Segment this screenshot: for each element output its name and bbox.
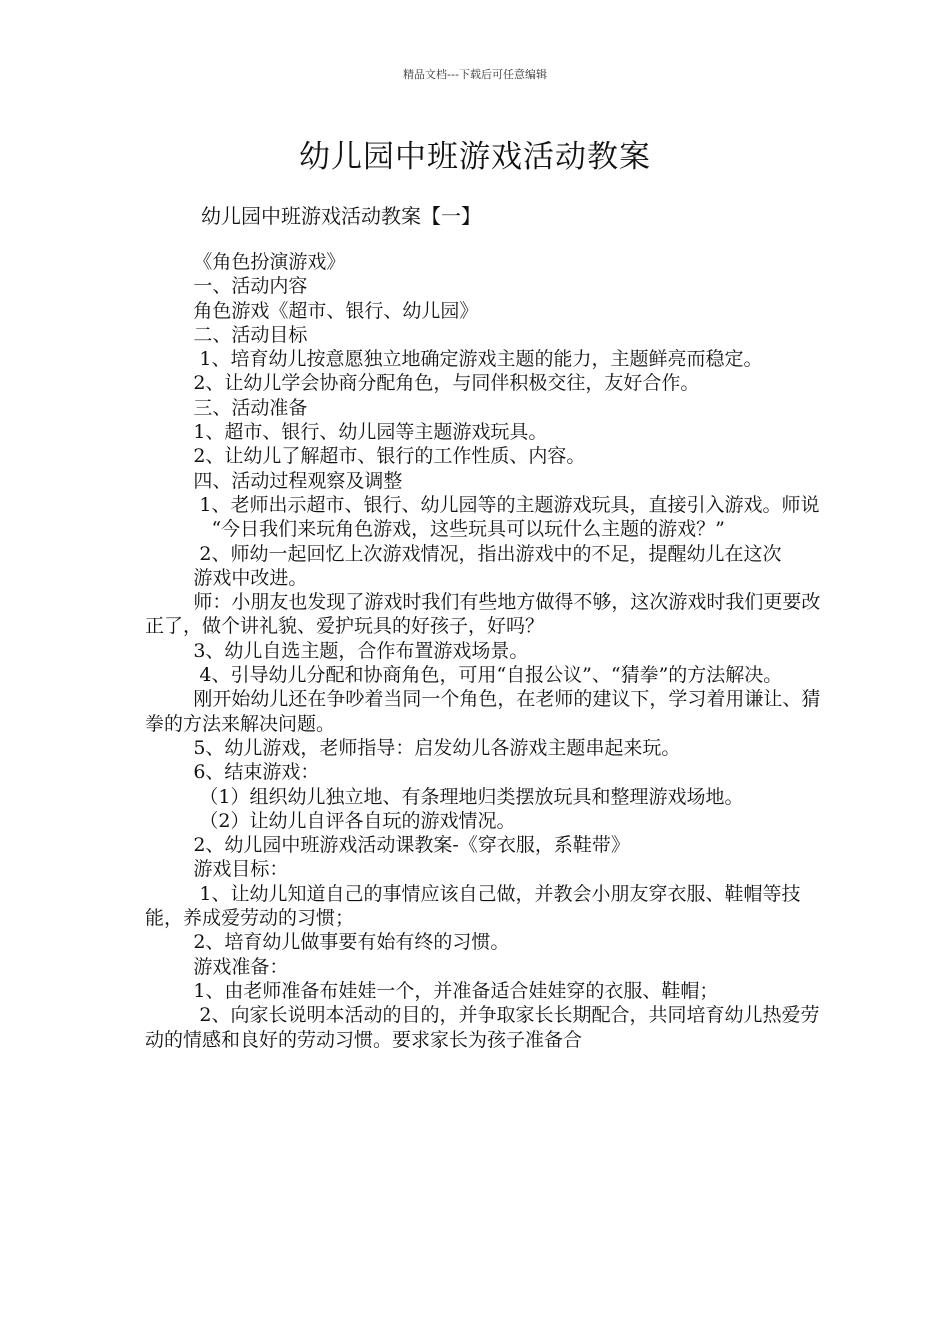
paragraph: 1、老师出示超市、银行、幼儿园等的主题游戏玩具，直接引入游戏。师说 <box>145 493 820 516</box>
paragraph: 2、培育幼儿做事要有始有终的习惯。 <box>145 931 510 954</box>
paragraph: 一、活动内容 <box>145 275 308 298</box>
paragraph: 2、向家长说明本活动的目的，并争取家长长期配合，共同培育幼儿热爱劳动的情感和良好的劳动习惯。要求家长为孩子准备合 <box>145 1004 820 1051</box>
paragraph: 游戏目标： <box>145 858 289 881</box>
paragraph: 2、师幼一起回忆上次游戏情况，指出游戏中的不足，提醒幼儿在这次 <box>145 542 782 565</box>
section-subheading: 幼儿园中班游戏活动教案【一】 <box>201 204 481 228</box>
paragraph: 1、由老师准备布娃娃一个，并准备适合娃娃穿的衣服、鞋帽； <box>145 979 719 1002</box>
paragraph: 四、活动过程观察及调整 <box>145 469 403 492</box>
paragraph: 6、结束游戏： <box>145 761 320 784</box>
paragraph: 4、引导幼儿分配和协商角色，可用“自报公议”、“猜拳”的方法解决。 <box>145 664 783 687</box>
header-note: 精品文档---下载后可任意编辑 <box>403 68 547 81</box>
paragraph: 游戏准备： <box>145 955 289 978</box>
paragraph: 刚开始幼儿还在争吵着当同一个角色，在老师的建议下，学习着用谦让、猜拳的方法来解决问题。 <box>145 688 821 735</box>
paragraph: 2、让幼儿学会协商分配角色，与同伴积极交往，友好合作。 <box>145 372 700 395</box>
document-body <box>145 250 825 1052</box>
paragraph: 1、超市、银行、幼儿园等主题游戏玩具。 <box>145 421 548 444</box>
paragraph: “今日我们来玩角色游戏，这些玩具可以玩什么主题的游戏？” <box>145 518 725 541</box>
paragraph: （2）让幼儿自评各自玩的游戏情况。 <box>145 809 516 832</box>
paragraph: 2、幼儿园中班游戏活动课教案-《穿衣服，系鞋带》 <box>145 834 630 857</box>
document-title: 幼儿园中班游戏活动教案 <box>299 139 651 175</box>
paragraph: 角色游戏《超市、银行、幼儿园》 <box>145 299 479 322</box>
paragraph: 1、培育幼儿按意愿独立地确定游戏主题的能力，主题鲜亮而稳定。 <box>145 348 763 371</box>
paragraph: 1、让幼儿知道自己的事情应该自己做，并教会小朋友穿衣服、鞋帽等技能，养成爱劳动的习惯； <box>145 882 801 930</box>
paragraph: 3、幼儿自选主题，合作布置游戏场景。 <box>145 639 529 662</box>
paragraph: 二、活动目标 <box>145 323 308 346</box>
paragraph: 《角色扮演游戏》 <box>145 251 346 273</box>
paragraph: 师：小朋友也发现了游戏时我们有些地方做得不够，这次游戏时我们更要改正了，做个讲礼貌、爱护玩具的好孩子，好吗？ <box>145 591 821 638</box>
paragraph: 游戏中改进。 <box>145 566 308 589</box>
paragraph: 三、活动准备 <box>145 396 308 419</box>
paragraph: 5、幼儿游戏，老师指导：启发幼儿各游戏主题串起来玩。 <box>145 736 681 759</box>
paragraph: 2、让幼儿了解超市、银行的工作性质、内容。 <box>145 445 586 468</box>
paragraph: （1）组织幼儿独立地、有条理地归类摆放玩具和整理游戏场地。 <box>145 785 744 808</box>
